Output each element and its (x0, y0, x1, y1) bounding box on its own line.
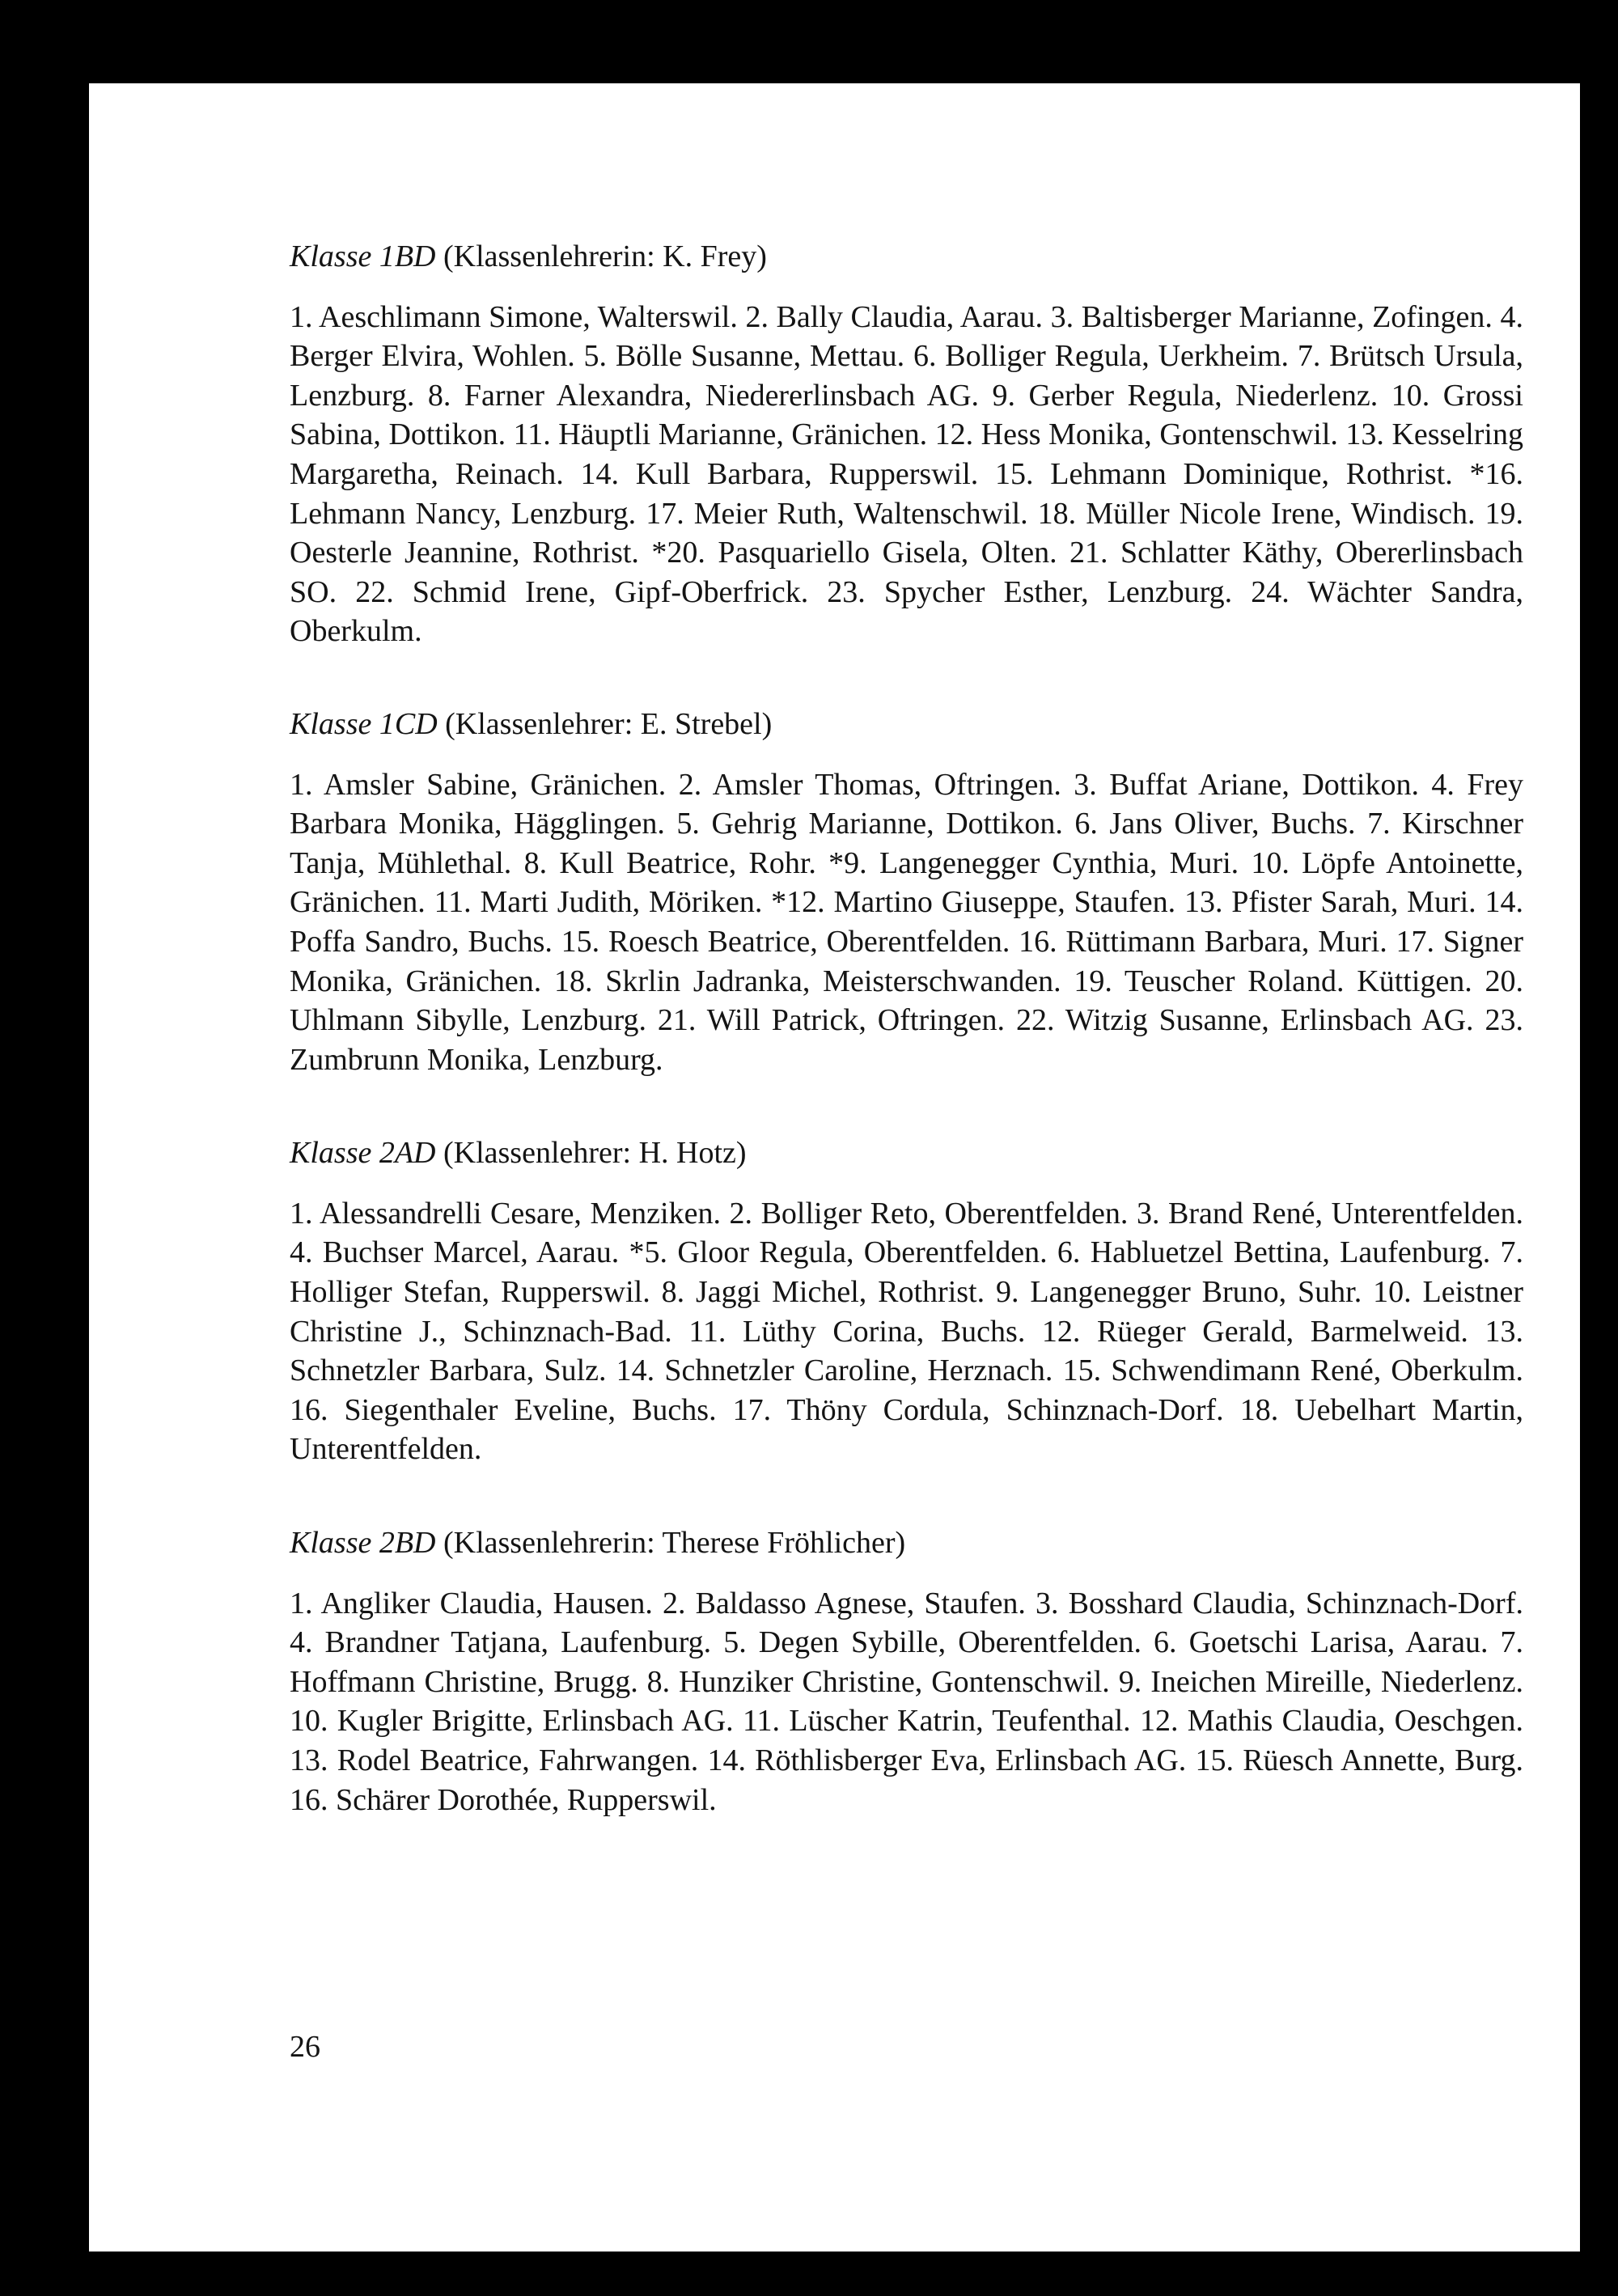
class-name: Klasse 2BD (290, 1526, 436, 1561)
class-section-1cd (290, 705, 1523, 1079)
section-heading (290, 705, 1523, 744)
page-content (290, 237, 1523, 1819)
document-page (89, 83, 1580, 2252)
class-section-1bd (290, 237, 1523, 651)
class-section-2bd (290, 1523, 1523, 1819)
class-teacher: (Klassenlehrerin: K. Frey) (443, 239, 767, 273)
student-list: 1. Amsler Sabine, Gränichen. 2. Amsler Thomas, Oftringen. 3. Buffat Ariane, Dottikon. 4. Frey Barbara Monika, Hägglingen. 5. Gehrig Marianne, Dottikon. 6. Jans Oliver, Buchs. 7. Kirschner Tanja, Mühlethal. 8. Kull Beatrice, Rohr. *9. Langenegger Cynthia, Muri. 10. Löpfe Antoinette, Gränichen. 11. Marti Judith, Möriken. *12. Martino Giuseppe, Staufen. 13. Pfister Sarah, Muri. 14. Poffa Sandro, Buchs. 15. Roesch Beatrice, Oberentfelden. 16. Rüttimann Barbara, Muri. 17. Signer Monika, Gränichen. 18. Skrlin Jadranka, Meisterschwanden. 19. Teuscher Roland. Küttigen. 20. Uhlmann Sibylle, Lenzburg. 21. Will Patrick, Oftringen. 22. Witzig Susanne, Erlinsbach AG. 23. Zumbrunn Monika, Lenzburg. (290, 767, 1523, 1077)
class-name: Klasse 1BD (290, 239, 436, 273)
student-list: 1. Alessandrelli Cesare, Menziken. 2. Bolliger Reto, Oberentfelden. 3. Brand René, Unterentfelden. 4. Buchser Marcel, Aarau. *5. Gloor Regula, Oberentfelden. 6. Habluetzel Bettina, Laufenburg. 7. Holliger Stefan, Rupperswil. 8. Jaggi Michel, Rothrist. 9. Langenegger Bruno, Suhr. 10. Leistner Christine J., Schinznach-Bad. 11. Lüthy Corina, Buchs. 12. Rüeger Gerald, Barmelweid. 13. Schnetzler Barbara, Sulz. 14. Schnetzler Caroline, Herznach. 15. Schwendimann René, Oberkulm. 16. Siegenthaler Eveline, Buchs. 17. Thöny Cordula, Schinznach-Dorf. 18. Uebelhart Martin, Unterentfelden. (290, 1196, 1523, 1467)
class-teacher: (Klassenlehrerin: Therese Fröhlicher) (443, 1526, 906, 1561)
class-teacher: (Klassenlehrer: E. Strebel) (445, 706, 773, 741)
section-heading (290, 237, 1523, 277)
student-list: 1. Aeschlimann Simone, Walterswil. 2. Bally Claudia, Aarau. 3. Baltisberger Marianne, Zofingen. 4. Berger Elvira, Wohlen. 5. Bölle Susanne, Mettau. 6. Bolliger Regula, Uerkheim. 7. Brütsch Ursula, Lenzburg. 8. Farner Alexandra, Niedererlinsbach AG. 9. Gerber Regula, Niederlenz. 10. Grossi Sabina, Dottikon. 11. Häuptli Marianne, Gränichen. 12. Hess Monika, Gontenschwil. 13. Kesselring Margaretha, Reinach. 14. Kull Barbara, Rupperswil. 15. Lehmann Dominique, Rothrist. *16. Lehmann Nancy, Lenzburg. 17. Meier Ruth, Waltenschwil. 18. Müller Nicole Irene, Windisch. 19. Oesterle Jeannine, Rothrist. *20. Pasquariello Gisela, Olten. 21. Schlatter Käthy, Obererlinsbach SO. 22. Schmid Irene, Gipf-Oberfrick. 23. Spycher Esther, Lenzburg. 24. Wächter Sandra, Oberkulm. (290, 299, 1523, 649)
class-teacher: (Klassenlehrer: H. Hotz) (443, 1136, 747, 1171)
class-name: Klasse 1CD (290, 706, 438, 741)
class-section-2ad (290, 1133, 1523, 1469)
section-heading (290, 1133, 1523, 1173)
section-heading (290, 1523, 1523, 1563)
student-list: 1. Angliker Claudia, Hausen. 2. Baldasso Agnese, Staufen. 3. Bosshard Claudia, Schinznach-Dorf. 4. Brandner Tatjana, Laufenburg. 5. Degen Sybille, Oberentfelden. 6. Goetschi Larisa, Aarau. 7. Hoffmann Christine, Brugg. 8. Hunziker Christine, Gontenschwil. 9. Ineichen Mireille, Niederlenz. 10. Kugler Brigitte, Erlinsbach AG. 11. Lüscher Katrin, Teufenthal. 12. Mathis Claudia, Oeschgen. 13. Rodel Beatrice, Fahrwangen. 14. Röthlisberger Eva, Erlinsbach AG. 15. Rüesch Annette, Burg. 16. Schärer Dorothée, Rupperswil. (290, 1586, 1523, 1817)
class-name: Klasse 2AD (290, 1136, 436, 1171)
page-number: 26 (290, 2030, 320, 2064)
